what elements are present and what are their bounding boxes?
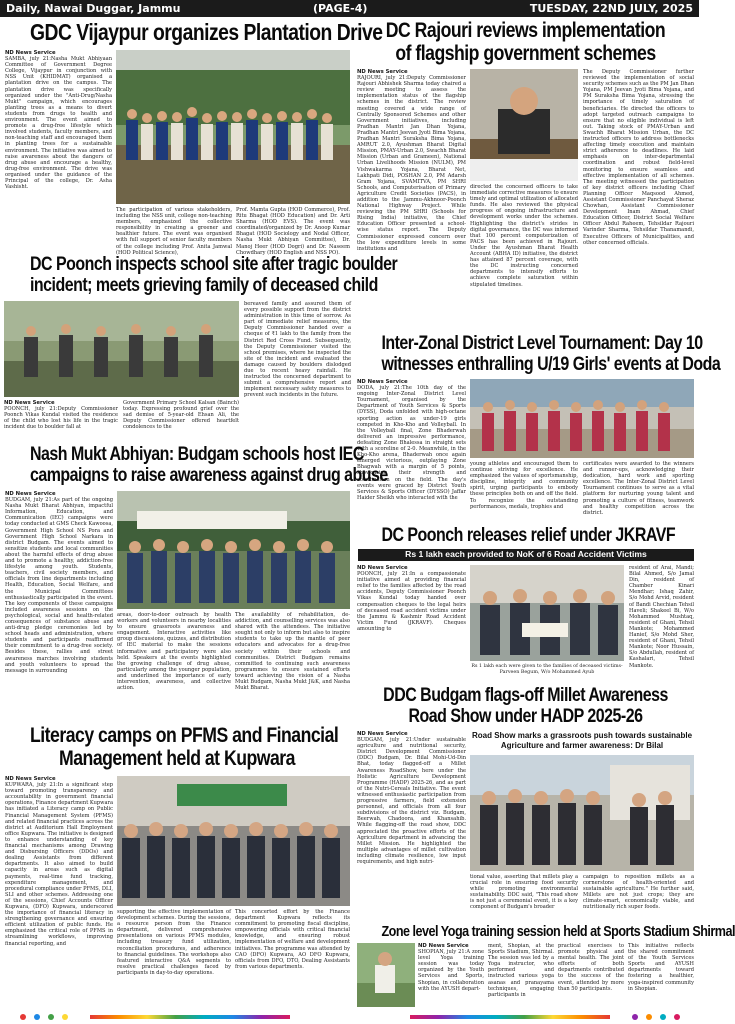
article-poonch-relief — [354, 525, 697, 683]
photo-rajouri-meeting — [470, 69, 578, 181]
body-relief-col1: ND News Service POONCH, july 21:In a compassionate initiative aimed at providing financial relief to the families affected by the road accidents, Deputy Commissioner Poonch Vikas Kundal today handed over compensation cheques to the legal heirs of deceased road accident victims under the Jammu & Kashmir Road Accident Victim Fund (JKRAVF). Cheques amounting to — [357, 565, 466, 632]
headline-budgam-1: Nash Mukt Abhiyan: Budgam schools host IEC — [30, 444, 364, 465]
article-yoga-session — [354, 923, 735, 1009]
headline-gdc: GDC Vijaypur organizes Plantation Drive — [30, 19, 383, 45]
body-budgam-col3: The availability of rehabilitation, de-addiction, and counselling services was also shared with the attendees. The initiative sought not only to inform but also to inspire students to take up the mantle of peer educators and advocates for a drug-free society within their schools and communities. District Budgam remains committed to continuing such awareness programmes to ensure sustained efforts toward achieving the vision of a Nasha Mukt Budgam, Nasha Mukt J&K, and Nasha Mukt Bharat. — [235, 612, 350, 692]
color-bar — [410, 1015, 610, 1019]
headline-poonch-2: incident; meets grieving family of deceased child — [30, 275, 378, 296]
body-millet-col3: campaign to reposition millets as a cornerstone of health-oriented and sustainable agriculture." He further said, Millets are not just crops; they are climate-smart, economically viable, and nutritionally rich super foods. — [583, 874, 694, 911]
body-gdc-col3: Prof. Mamta Gupta (HOD Commerce), Prof. Ritu Bhagat (HOD Education) and Dr. Arti Sharma (HOD EVS). The event was coordinated/organized by Dr. Anoop Kumar Bhagat (HOD Sociology and Nodal Officer, Nasha Mukt Abhiyan Committee), Dr. Manoj Heer (HOD Dogri) and Dr. Naseem Chowdhary (HOD English and NSS PO). — [236, 207, 350, 256]
body-rajouri-col3: The Deputy Commissioner further reviewed the implementation of social security schemes such as the PM Jan Dhan Yojana, PM Jeevan Jyoti Bima Yojana, and PM Suraksha Bima Yojana, stressing the importance of timely saturation of beneficiaries. He directed the officers to adopt targeted outreach campaigns to ensure that no eligible individual is left out. Taking stock of PMAY-Urban and Swachh Bharat Mission Urban, the DC instructed officers to address bottlenecks affecting timely execution and maintain strict adherence to deadlines. He laid emphasis on inter-departmental coordination and robust field-level monitoring to ensure seamless and effective implementation of all schemes. The meeting witnessed the participation of key district officers including Chief Planning Officer Maqsood Ahmed, Assistant Commissioner Panchayat Sheraz Chowhan, Assistant Commissioner Development Inam Ahmad, Chief Education Officer, District Social Welfare Officer Abdul Raheem, Tehsildar Rajouri Varinder Sharma, Tehsildar Thanamandi, Executive Officers of Municipalities, and other concerned officials. — [583, 69, 695, 246]
body-rajouri-col2: directed the concerned officers to take immediate corrective measures to ensure timely and optimal utilization of allocated funds. He also reviewed the physical progress of ongoing infrastructure and development works under the schemes. Highlighting the district's strides in digital governance, the DC was informed that 100 percent computerization of PACS has been achieved in Rajouri. Under the Ayushman Bharat Health Account (ABHA ID) initiative, the district has attained 87 percent coverage, with the DC instructing concerned departments to intensify efforts to achieve complete saturation within stipulated timelines. — [470, 184, 578, 288]
photo-poonch-visit — [4, 301, 239, 397]
page-number: (PAGE-4) — [313, 2, 368, 15]
body-literacy-col1: ND News Service KUPWARA, july 21:In a significant step toward promoting transparency and accountability in government financial operations, Finance department Kupwara has initiated a Literacy camp on Public Financial Management System (PFMS) and related financial practices across the district at Auditorium Hall Employment office Kupwara. The initiative is designed to enhance understanding of key financial mechanisms among Drawing and Disbursing Officers (DDOs) and dealing Assistants from different departments. It also aimed to build capacity in areas such as digital payments, real-time fund tracking, expenditure management, and procedural compliance under PFMS, DLI, SLI and other schemes. Addressing one of the sessions, Chief Accounts Officer Kupwara, (DFO) Kupwara, underscored the importance of financial literacy in strengthening governance and ensuring efficient utilization of public funds. He emphasized the critical role of PFMS in streamlining workflows, improving financial reporting, and — [5, 776, 113, 947]
registration-dot — [674, 1014, 680, 1020]
article-rajouri-review — [354, 19, 697, 331]
body-yoga-col2: ment, Shopian, at the Sports Stadium, Shirmal. The session was led by a Yoga instructor, who performed and instructed various yoga asanas and pranayama techniques, engaging participants in — [488, 943, 554, 998]
registration-dot — [48, 1014, 54, 1020]
photo-relief-cheque — [470, 565, 624, 661]
masthead-bar — [0, 0, 699, 17]
headline-literacy-1: Literacy camps on PFMS and Financial — [30, 724, 339, 747]
headline-millet-2: Road Show under HADP 2025-26 — [408, 706, 643, 727]
body-yoga-col1: ND News Service SHOPIAN, july 21:A zone level Yoga training session was today organized by the Youth Services and Sports, Shopian, in collaboration with the AYUSH depart- — [418, 943, 484, 992]
body-literacy-col3: This concerted effort by the Finance department Kupwara reflects its commitment to promoting fiscal discipline, empowering officials with critical financial knowledge, and ensuring robust implementation of welfare and development initiatives. The programme was attended by CAO (DFO) Kupwara, AO DFO Kupwara, officials from DFO, DTO, Dealing Assistants from various departments. — [235, 909, 350, 970]
registration-dot — [34, 1014, 40, 1020]
headline-doda-2: witnesses enthralling U/19 Girls' events at Doda — [381, 354, 721, 375]
photo-budgam-rally — [117, 491, 350, 609]
body-poonch-col3: bereaved family and assured them of every possible support from the district administration in this time of sorrow. As part of immediate relief measures, the Deputy Commissioner handed over a cheque of ₹1 lakh to the family from the District Red Cross Fund. Subsequently, the Deputy Commissioner visited the school premises, where he inspected the site of the incident and evaluated the damage caused by boulders dislodged due to recent heavy rainfall. He instructed the concerned department to submit a comprehensive report and implement necessary safety measures to prevent such incidents in the future. — [244, 301, 351, 399]
photo-yoga — [357, 943, 415, 1007]
article-gdc-plantation — [2, 19, 383, 256]
body-literacy-col2: supporting the effective implementation of development schemes. During the sessions, a resource person from the Finance department, delivered comprehensive presentations on various PFMS modules, including treasury fund utilization, reconciliation procedures, and adherence to financial guidelines. The workshops also featured interactive Q&A segments to resolve practical challenges faced by participants in day-to-day operations. — [117, 909, 231, 976]
body-doda-col3: certificates were awarded to the winners and runner-ups, acknowledging their dedication, hard work and sporting excellence. The Inter-Zonal District Level Tournament continues to serve as a vital platform for nurturing young talent and promoting a culture of fitness, teamwork and healthy competition across the district. — [583, 461, 694, 516]
article-budgam-iec — [2, 444, 388, 722]
headline-budgam-2: campaigns to raise awareness against drug abuse — [30, 465, 388, 486]
registration-dot — [20, 1014, 26, 1020]
issue-date: TUESDAY, 22ND JULY, 2025 — [529, 2, 693, 15]
body-budgam-col1: ND News Service BUDGAM, july 21:As part of the ongoing Nasha Mukt Bharat Abhiyan, impactful Information, Education, and Communication (IEC) campaigns were today conducted at GMS Check Kawoosa, Government High School NS Pora and Government High School Narkara in district Budgam. The events aimed to sensitize students and local communities about the harmful effects of drug abuse and to promote a healthy, addiction-free lifestyle among youth. Students, teachers, civil society members, and officials from line departments including Health, Education, Social Welfare, and the Municipal Committees enthusiastically participated in the event. The key components of these campaigns included awareness sessions on the psychological, social and health-related consequences of substance abuse and anti-drug pledge ceremonies led by school heads and administration, where students and participants reaffirmed their commitment to a drug-free society. Besides these, rallies and street awareness marches involving students and youth volunteers to spread the message in surrounding — [5, 491, 113, 674]
caption-relief-photo: Rs 1 lakh each were given to the families of deceased victims- Parveen Begum, W/o Mohammed Ayub — [471, 664, 623, 675]
headline-poonch-1: DC Poonch inspects school site after tragic boulder — [30, 254, 398, 275]
headline-doda-1: Inter-Zonal District Level Tournament: Day 10 — [381, 333, 703, 354]
body-poonch-col2: Government Primary School Kalsan (Bainch) today. Expressing profound grief over the sad demise of 5-year-old Ehsan Ali, the Deputy Commissioner offered heartfelt condolences to the — [123, 400, 239, 431]
body-yoga-col4: This initiative reflects the shared commitment of the Youth Services Sports and AYUSH departments toward fostering a healthier, yoga-inspired community in Shopian. — [628, 943, 694, 992]
headline-rajouri-1: DC Rajouri reviews implementation — [385, 19, 666, 42]
headline-rajouri-2: of flagship government schemes — [395, 42, 656, 65]
subhead-millet: Road Show marks a grassroots push towards sustainable Agriculture and farmer awareness: Dr Bilal — [471, 731, 693, 750]
body-doda-col2: young athletes and encouraged them to continue striving for excellence. He emphasized the values of sportsmanship, discipline, integrity and community spirit, urging participants to embody these principles both on and off the field. To recognize the outstanding performances, medals, trophies and — [470, 461, 578, 510]
headline-millet-1: DDC Budgam flags-off Millet Awareness — [383, 685, 668, 706]
photo-millet-flagoff — [470, 755, 694, 871]
registration-dot — [62, 1014, 68, 1020]
paper-name: Daily, Nawai Duggar, Jammu — [6, 2, 181, 15]
photo-doda-girls — [470, 379, 694, 458]
article-doda-tournament — [354, 333, 721, 523]
body-gdc-col2: The participation of various stakeholders, including the NSS unit, college non-teaching members, emphasized the collective responsibility in creating a greener and healthier future. The event was organised with full support of senior faculty members of the college including Prof. Anita Jamwal (HOD Political Science), — [116, 207, 232, 256]
body-gdc-col1: ND News Service SAMBA, july 21:Nasha Mukt Abhiyaan Committee of Government Degree College, Vijaypur in conjunction with NSS Unit (KHIDMAT) organised a plantation drive on the campus. The plantation drive was specifically organized under the "Anti-Drug/Nasha Mukt" campaign, which encourages planting trees as a means to divert students from drugs to health and environment. The event aimed to promote a drug-free lifestyle which involved students, faculty members, and non-teaching staff and encouraged them in planting trees for a sustainable environment. The initiative was aimed to raise awareness about the dangers of drug abuse and encourage a healthy, drug-free environment. The drive was organised under the guidance of the Principal of the college, Dr. Asha Vashisht. — [5, 50, 112, 191]
photo-literacy-camp — [117, 776, 350, 906]
article-literacy-kupwara — [2, 724, 352, 1008]
body-doda-col1: ND News Service DODA, july 21:The 10th day of the ongoing Inter-Zonal District Level Tournament, organised by the Department of Youth Services & Sports (DYSS), Doda unfolded with high-octane sporting action as under-19 girls competed in Kho-Kho and Volleyball. In the Volleyball final, Zone Bhaderwah delivered an impressive performance, defeating Zone Bhalessa in straight sets with a scoreline of 2-0. Meanwhile, in the Kho-Kho arena, Bhaderwah once again emerged victorious, outplaying Zone Bhagwah with a margin of 5 points, showcasing their strength and coordination on the field. The day's events were graced by District Youth Services & Sports Officer (DYSSO) Jaffar Haider Sheikh who interacted with the — [357, 379, 466, 501]
body-rajouri-col1: ND News Service RAJOURI, july 21:Deputy Commissioner Rajouri Abhishek Sharma today chaired a review meeting to assess the implementation status of the flagship schemes in the district. The review meeting covered a wide range of Centrally Sponsored Schemes and other Government initiatives, including Pradhan Mantri Jan Dhan Yojana, Pradhan Mantri Jeevan Jyoti Bima Yojana, Pradhan Mantri Suraksha Bima Yojana, AMRUT 2.0, Ayushman Bharat Digital Mission, PMAY-Urban 2.0, Swachh Bharat Mission (Urban and Grameen), National Urban Livelihoods Mission (NULM), PM Vishwakarma Yojana, Bharat Net, Lakhpati Didi, POSHAN 2.0, PM Adarsh Gram Yojana, SVAMITVA, PM SHRI Schools, and Computerisation of Primary Agriculture Credit Societies (PACS), in addition to the Jammu-Akhnoor-Poonch National Highway Project. While reviewing the PM SHRI (Schools for Rising India) initiative, the Chief Education Officer presented a school-wise status report. The Deputy Commissioner expressed concern over the low expenditure levels in some institutions and — [357, 69, 466, 252]
body-poonch-col1: ND News Service POONCH, july 21:Deputy Commissioner Poonch Vikas Kundal visited the residence of the child who lost his life in the tragic incident due to boulder fall at — [4, 400, 118, 431]
print-registration-strip — [0, 1010, 699, 1024]
color-bar — [90, 1015, 290, 1019]
body-millet-col2: tional value, asserting that millets play a crucial role in ensuring food security while promoting environmental sustainability. DDC said, "This road show is not just a ceremonial event, it is a key component of Budgam's broader — [470, 874, 578, 911]
headline-literacy-2: Management held at Kupwara — [59, 747, 295, 770]
relief-subhead-band: Rs 1 lakh each provided to NoK of 6 Road Accident Victims — [358, 549, 694, 561]
body-budgam-col2: areas, door-to-door outreach by health workers and volunteers in nearby localities to ensure grassroots awareness and engagement. Interactive activities like group discussions, quizzes, and distribution of IEC material to make the sessions informative and participatory were also held. Speakers at the events highlighted the growing challenge of drug abuse, particularly among the younger population, and underlined the importance of early intervention, awareness, and collective action. — [117, 612, 231, 692]
headline-yoga: Zone level Yoga training session held at Sports Stadium Shirmal — [381, 923, 735, 940]
photo-plantation — [116, 50, 350, 204]
registration-dot — [632, 1014, 638, 1020]
registration-dot — [646, 1014, 652, 1020]
body-yoga-col3: practical exercises to promote physical and mental health. The joint efforts of both departments contributed to the success of the event, attended by more than 50 participants. — [558, 943, 624, 992]
registration-dot — [660, 1014, 666, 1020]
headline-relief: DC Poonch releases relief under JKRAVF — [381, 525, 676, 546]
article-millet-roadshow — [354, 685, 697, 921]
body-relief-col3: resident of Arai, Mandi; Bilal Ahmed, S/o Jamal Din, resident of Chamber Kinari Mendhar; Ishaq Zahir, S/o Mohd Arvid, resident of Bandi Chechian Tehsil Haveli; Shakeel Bi, W/o Mohammed Mushtaq, resident of Ghani, Tehsil Mankote; Mohammed Hanief, S/o Mohd Sher, resident of Ghani, Tehsil Mankote; Noor Hussain, S/o Abdullah, resident of Kashalari, Tehsil Mankote. — [629, 565, 694, 669]
article-poonch-school — [2, 254, 398, 442]
body-millet-col1: ND News Service BUDGAM, july 21:Under sustainable agriculture and nutritional security, District Development Commissioner (DDC) Budgam, Dr. Bilal Mohi-Ud-Din Bhat, today flagged-off a Millet Awareness RoadShow, here under the Holistic Agriculture Development Programme (HADP) 2025-26, and as part of the Nutri-Cereals Initiative. The event witnessed enthusiastic participation from progressive farmers, field extension personnel, and officials from all four subdivisions of the district viz. Budgam, Beerwah, Chadoora, and Khansahib. While flagging-off the road show, DDC appreciated the proactive efforts of the Agriculture department in advancing the Millet Mission. He highlighted the multiple advantages of millet cultivation including climate resilience, low input requirements, and high nutri- — [357, 731, 466, 865]
